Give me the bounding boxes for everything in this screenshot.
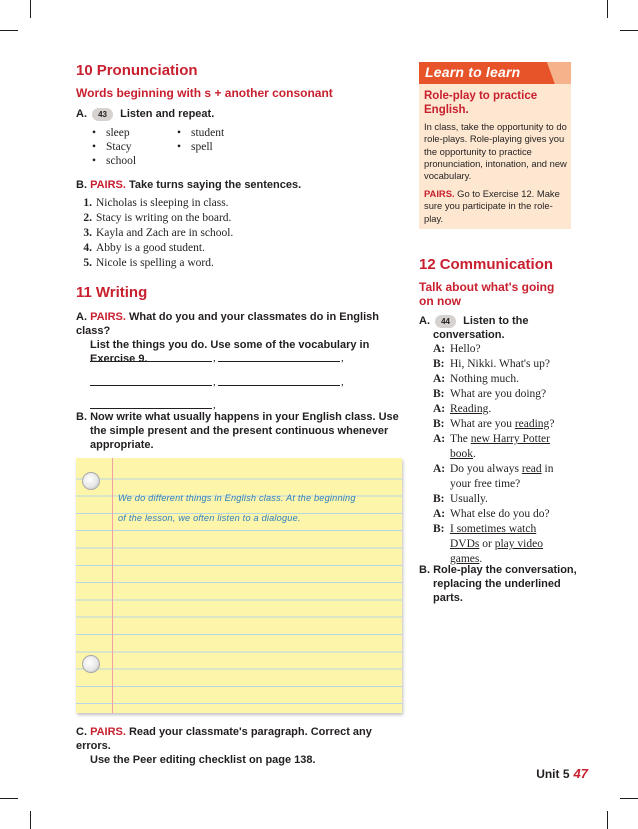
underlined-phrase: book bbox=[450, 448, 473, 460]
answer-line-row: , , bbox=[90, 352, 346, 366]
dialog-line: book. bbox=[450, 448, 476, 460]
dialog-line: B: What are you reading? bbox=[433, 418, 555, 430]
exercise-instruction: Listen to the bbox=[463, 315, 529, 327]
notebook-paper[interactable] bbox=[76, 458, 402, 713]
hole-punch-icon bbox=[82, 655, 100, 673]
dialog-line: A: The new Harry Potter bbox=[433, 433, 550, 445]
answer-blank[interactable] bbox=[218, 376, 340, 386]
exercise-11c bbox=[76, 725, 406, 767]
exercise-instruction: Now write what usually happens in your English class. Use bbox=[90, 411, 399, 423]
list-item: • student bbox=[177, 127, 225, 139]
section-12-title bbox=[419, 256, 553, 273]
audio-track-icon[interactable]: 43 bbox=[92, 108, 113, 121]
list-item: 1. Nicholas is sleeping in class. bbox=[83, 197, 229, 209]
exercise-instruction: List the things you do. Use some of the vocabulary in bbox=[90, 339, 370, 351]
handwriting-line: of the lesson, we often listen to a dialogue. bbox=[118, 513, 301, 523]
sentence-list bbox=[76, 196, 233, 271]
exercise-instruction: Role-play the conversation, bbox=[433, 564, 577, 576]
word-list-col1 bbox=[92, 126, 136, 168]
dialog-line: DVDs or play video bbox=[450, 538, 543, 550]
exercise-instruction: conversation. bbox=[433, 329, 505, 341]
conversation bbox=[433, 342, 554, 567]
underlined-phrase: reading bbox=[514, 418, 550, 430]
crop-mark bbox=[620, 30, 638, 31]
exercise-instruction: What do you and your classmates do in English class? bbox=[76, 311, 379, 337]
exercise-letter: A. bbox=[76, 108, 87, 120]
answer-line-row: , bbox=[90, 399, 230, 413]
answer-blank[interactable] bbox=[90, 376, 212, 386]
list-item: • sleep bbox=[92, 127, 130, 139]
dialog-line: B: What are you doing? bbox=[433, 388, 547, 400]
exercise-instruction: Listen and repeat. bbox=[120, 108, 215, 120]
crop-mark bbox=[30, 0, 31, 18]
underlined-phrase: I sometimes watch bbox=[450, 523, 537, 535]
unit-label: Unit 5 bbox=[536, 767, 570, 781]
section-number: 12 bbox=[419, 256, 436, 273]
dialog-line: A: What else do you do? bbox=[433, 508, 550, 520]
exercise-instruction: Read your classmate's paragraph. Correct any errors. bbox=[76, 726, 372, 752]
list-item: 5. Nicole is spelling a word. bbox=[83, 257, 214, 269]
list-item: • spell bbox=[177, 141, 213, 153]
learn-to-learn-title: Learn to learn bbox=[425, 64, 521, 80]
exercise-letter: A. bbox=[419, 315, 430, 327]
section-10-subtitle: Words beginning with s + another consonant bbox=[76, 86, 333, 100]
exercise-instruction: the simple present and the present continuous whenever bbox=[90, 425, 389, 437]
learn-to-learn-task: PAIRS. Go to Exercise 12. Make sure you participate in the role-play. bbox=[424, 188, 560, 224]
handwriting-line: We do different things in English class. At the beginning bbox=[118, 493, 356, 503]
underlined-phrase: play video bbox=[494, 538, 543, 550]
page-number: 47 bbox=[573, 766, 588, 781]
answer-blank[interactable] bbox=[218, 352, 340, 362]
word-list-col2 bbox=[177, 126, 224, 154]
list-item: 4. Abby is a good student. bbox=[83, 242, 205, 254]
exercise-letter: C. bbox=[76, 726, 87, 738]
exercise-letter: B. bbox=[419, 564, 430, 576]
section-11-title bbox=[76, 284, 147, 301]
dialog-line: A: Hello? bbox=[433, 343, 481, 355]
list-item: 2. Stacy is writing on the board. bbox=[83, 212, 232, 224]
list-item: • Stacy bbox=[92, 141, 132, 153]
section-12-subtitle: Talk about what's going on now bbox=[419, 280, 555, 308]
section-heading: Communication bbox=[439, 256, 554, 273]
underlined-phrase: read bbox=[521, 463, 542, 475]
crop-mark bbox=[0, 30, 18, 31]
pairs-label: PAIRS. bbox=[90, 726, 126, 738]
answer-blank[interactable] bbox=[90, 352, 212, 362]
list-item: • school bbox=[92, 155, 137, 167]
crop-mark bbox=[30, 811, 31, 829]
underlined-phrase: games bbox=[450, 553, 480, 565]
dialog-line: B: I sometimes watch bbox=[433, 523, 537, 535]
section-number: 10 bbox=[76, 62, 93, 79]
exercise-instruction: Use the Peer editing checklist on page 138. bbox=[90, 754, 316, 766]
exercise-instruction: Take turns saying the sentences. bbox=[128, 179, 302, 191]
dialog-line: games. bbox=[450, 553, 483, 565]
margin-line bbox=[112, 458, 113, 713]
section-10-title bbox=[76, 62, 198, 79]
section-heading: Writing bbox=[95, 284, 148, 301]
pairs-label: PAIRS. bbox=[90, 179, 126, 191]
dialog-line: A: Do you always read in bbox=[433, 463, 554, 475]
answer-line-row: , , bbox=[90, 376, 346, 390]
exercise-10a bbox=[76, 107, 214, 121]
crop-mark bbox=[607, 0, 608, 18]
exercise-instruction: replacing the underlined bbox=[433, 578, 561, 590]
dialog-line: A: Nothing much. bbox=[433, 373, 519, 385]
hole-punch-icon bbox=[82, 472, 100, 490]
sample-paragraph bbox=[118, 488, 394, 528]
audio-track-icon[interactable]: 44 bbox=[435, 315, 456, 328]
answer-blank[interactable] bbox=[90, 399, 212, 409]
pairs-label: PAIRS. bbox=[424, 188, 455, 199]
underlined-phrase: DVDs bbox=[450, 538, 480, 550]
underlined-phrase: Reading bbox=[450, 403, 489, 415]
section-heading: Pronunciation bbox=[96, 62, 198, 79]
exercise-instruction: appropriate. bbox=[90, 439, 154, 451]
learn-to-learn-subtitle: Role-play to practice English. bbox=[424, 90, 538, 116]
crop-mark bbox=[607, 811, 608, 829]
dialog-line: B: Hi, Nikki. What's up? bbox=[433, 358, 550, 370]
section-number: 11 bbox=[76, 284, 92, 301]
learn-to-learn-body: In class, take the opportunity to do role-plays. Role-playing gives you the opportunity to practice pronunciation, intonation, and new vocabulary. bbox=[424, 121, 567, 182]
exercise-11b bbox=[76, 410, 406, 452]
exercise-10b bbox=[76, 178, 301, 192]
crop-mark bbox=[620, 798, 638, 799]
exercise-letter: B. bbox=[76, 411, 87, 423]
exercise-letter: A. bbox=[76, 311, 87, 323]
crop-mark bbox=[0, 798, 18, 799]
learn-to-learn-box bbox=[419, 62, 571, 229]
dialog-line: A: Reading. bbox=[433, 403, 492, 415]
page-footer bbox=[536, 766, 588, 781]
dialog-line: your free time? bbox=[450, 478, 521, 490]
exercise-12b bbox=[419, 563, 577, 605]
pairs-label: PAIRS. bbox=[90, 311, 126, 323]
underlined-phrase: new Harry Potter bbox=[470, 433, 550, 445]
exercise-instruction: parts. bbox=[433, 592, 463, 604]
exercise-instruction: Exercise 9. bbox=[90, 353, 148, 365]
dialog-line: B: Usually. bbox=[433, 493, 488, 505]
exercise-letter: B. bbox=[76, 179, 87, 191]
exercise-12a bbox=[419, 314, 529, 342]
list-item: 3. Kayla and Zach are in school. bbox=[83, 227, 234, 239]
